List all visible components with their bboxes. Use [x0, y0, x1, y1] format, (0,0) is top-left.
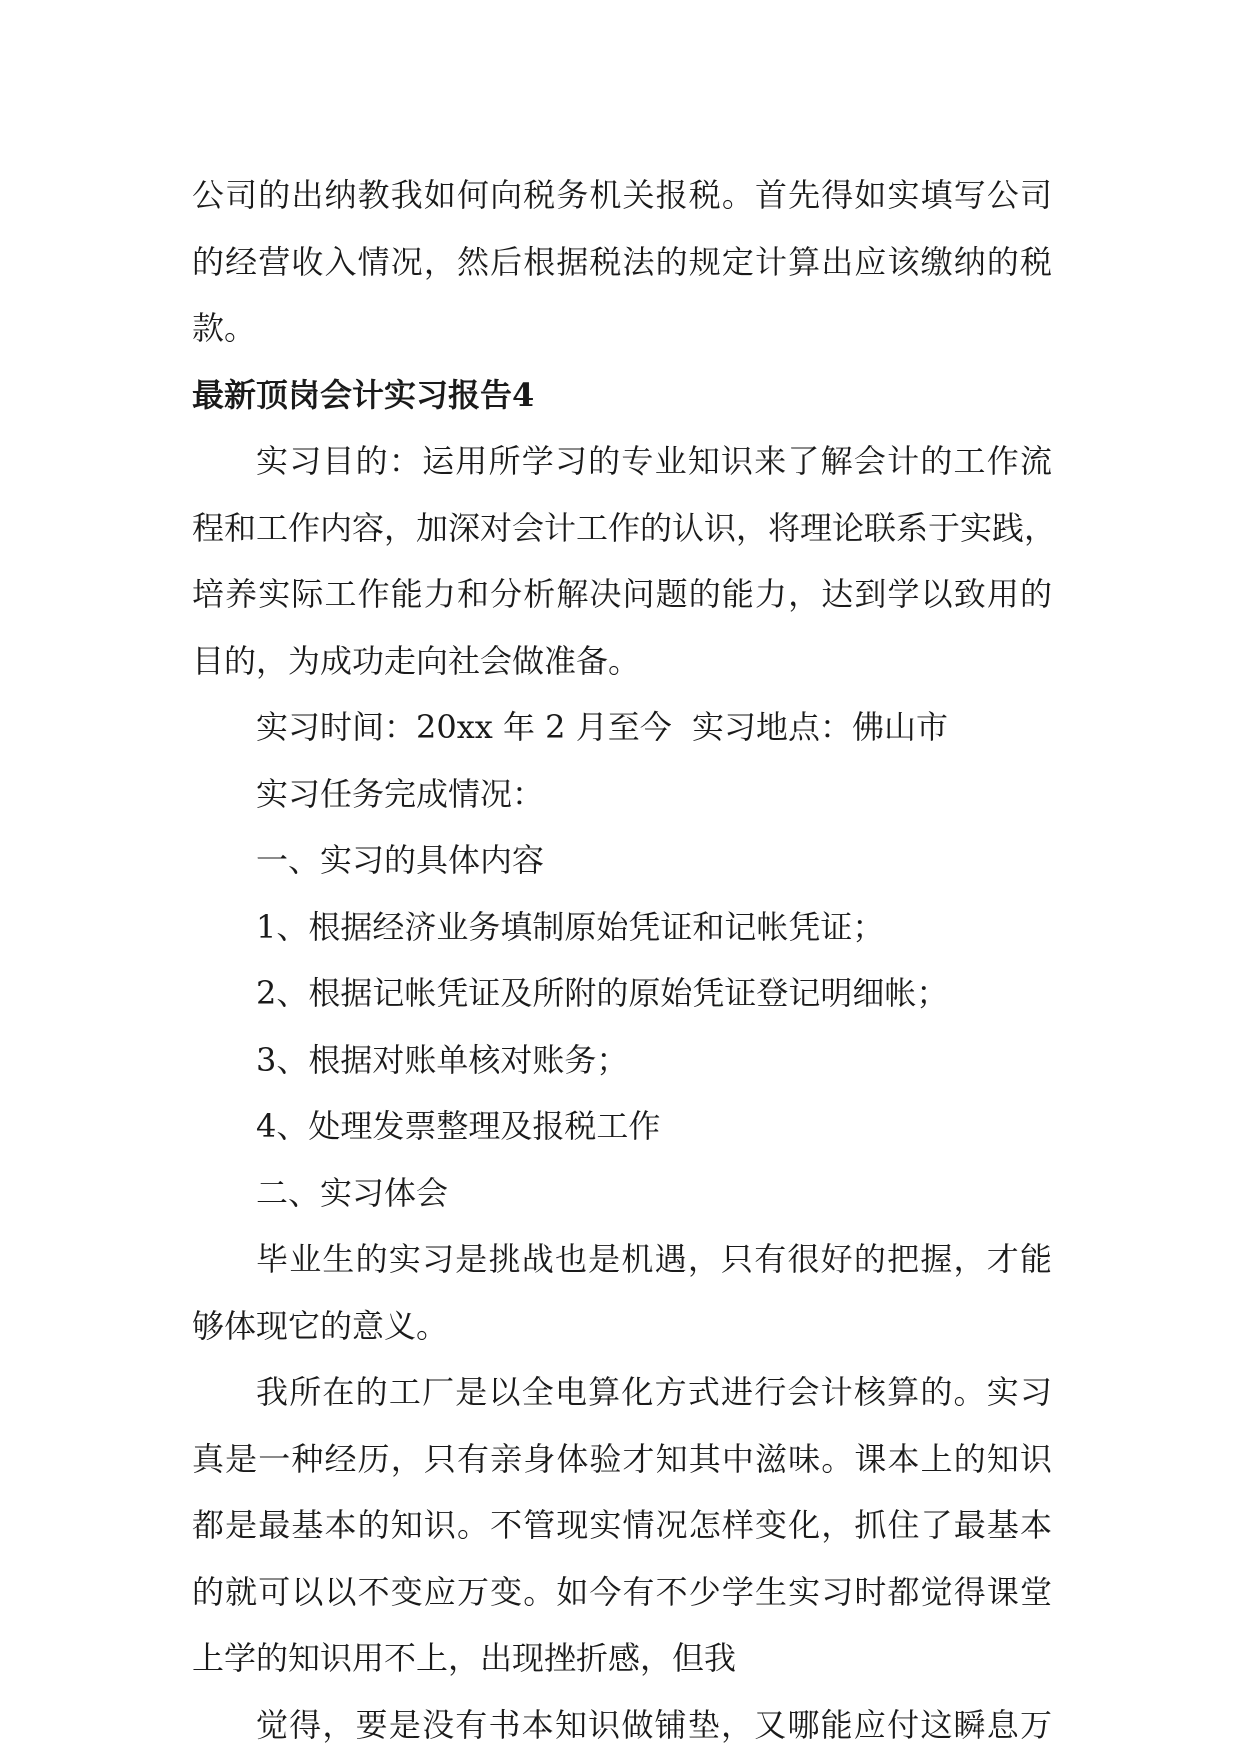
list-item: [192, 894, 1052, 961]
text-line: 觉得，要是没有书本知识做铺垫，又哪能应付这瞬息万: [192, 1692, 1052, 1758]
paragraph-opportunity: [192, 1226, 1052, 1359]
paragraph-task-status: [192, 761, 1052, 828]
subheading-content: [192, 827, 1052, 894]
text-line: 够体现它的意义。: [192, 1293, 1052, 1360]
text-line: 款。: [192, 295, 1052, 362]
text-line: 的经营收入情况，然后根据税法的规定计算出应该缴纳的税: [192, 229, 1052, 296]
text-line: 上学的知识用不上，出现挫折感，但我: [192, 1625, 1052, 1692]
text-line: 实习时间：20xx 年 2 月至今 实习地点：佛山市: [192, 694, 1052, 761]
text-line: 培养实际工作能力和分析解决问题的能力，达到学以致用的: [192, 561, 1052, 628]
document-body: [192, 162, 1052, 1758]
paragraph-time-location: [192, 694, 1052, 761]
subheading-experience: [192, 1160, 1052, 1227]
text-line: 实习目的：运用所学习的专业知识来了解会计的工作流: [192, 428, 1052, 495]
text-line: 2、根据记帐凭证及所附的原始凭证登记明细帐；: [192, 960, 1052, 1027]
paragraph-purpose: [192, 428, 1052, 694]
text-line: 目的，为成功走向社会做准备。: [192, 628, 1052, 695]
list-item: [192, 1093, 1052, 1160]
text-line: 我所在的工厂是以全电算化方式进行会计核算的。实习: [192, 1359, 1052, 1426]
text-line: 毕业生的实习是挑战也是机遇，只有很好的把握，才能: [192, 1226, 1052, 1293]
paragraph-continued: [192, 162, 1052, 362]
section-title: 最新顶岗会计实习报告4: [192, 362, 1052, 429]
list-item: [192, 960, 1052, 1027]
text-line: 的就可以以不变应万变。如今有不少学生实习时都觉得课堂: [192, 1559, 1052, 1626]
text-line: 3、根据对账单核对账务；: [192, 1027, 1052, 1094]
text-line: 公司的出纳教我如何向税务机关报税。首先得如实填写公司: [192, 162, 1052, 229]
text-line: 都是最基本的知识。不管现实情况怎样变化，抓住了最基本: [192, 1492, 1052, 1559]
paragraph-factory: [192, 1359, 1052, 1692]
text-line: 4、处理发票整理及报税工作: [192, 1093, 1052, 1160]
text-line: 一、实习的具体内容: [192, 827, 1052, 894]
paragraph-books: [192, 1692, 1052, 1758]
text-line: 真是一种经历，只有亲身体验才知其中滋味。课本上的知识: [192, 1426, 1052, 1493]
text-line: 二、实习体会: [192, 1160, 1052, 1227]
text-line: 1、根据经济业务填制原始凭证和记帐凭证；: [192, 894, 1052, 961]
text-line: 程和工作内容，加深对会计工作的认识，将理论联系于实践，: [192, 495, 1052, 562]
text-line: 实习任务完成情况：: [192, 761, 1052, 828]
list-item: [192, 1027, 1052, 1094]
